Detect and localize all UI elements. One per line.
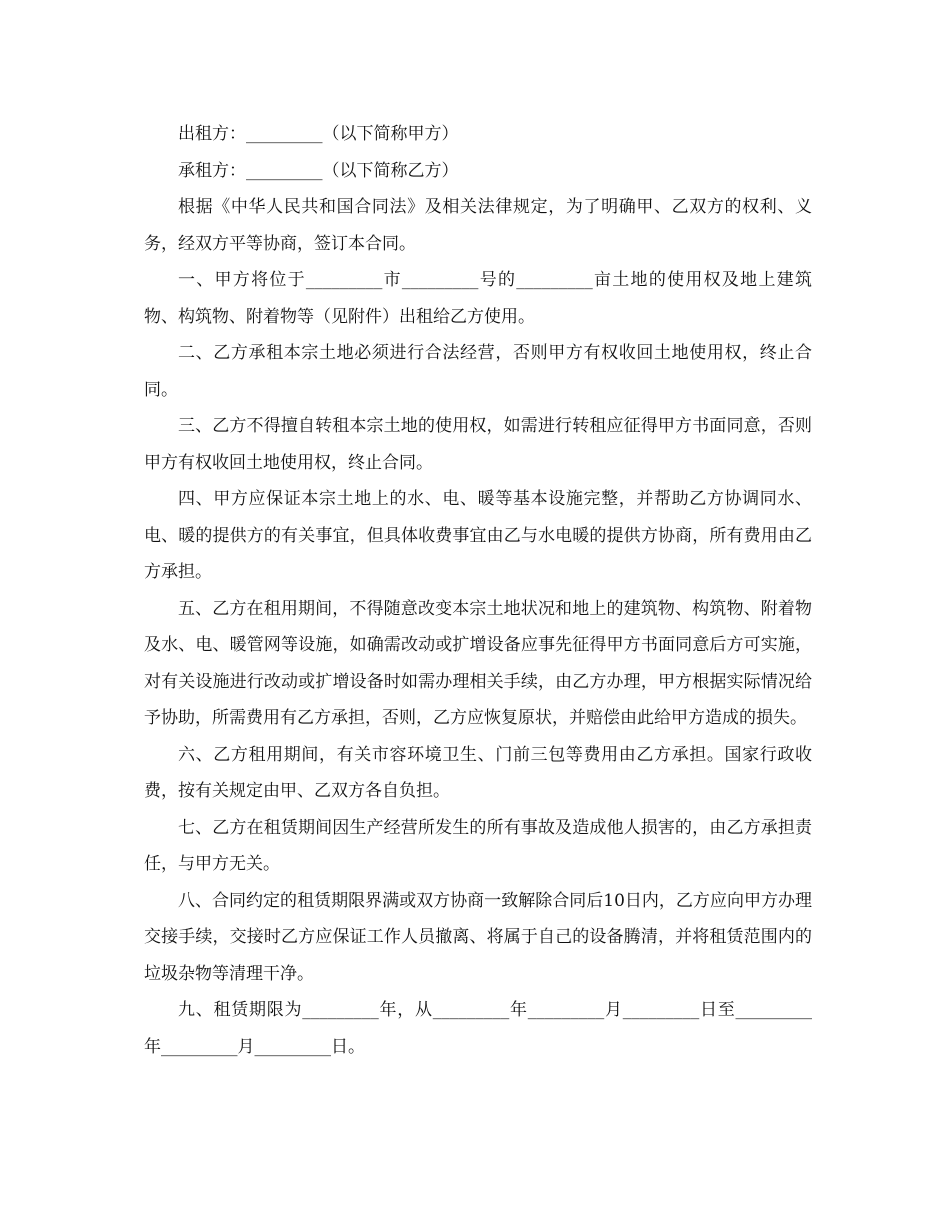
clause-4: 四、甲方应保证本宗土地上的水、电、暖等基本设施完整，并帮助乙方协调同水、电、暖的提供方的有关事宜，但具体收费事宜由乙与水电暖的提供方协商，所有费用由乙方承担。 [144, 489, 812, 582]
contract-body [144, 116, 812, 1065]
lessor-line: 出租方：_________（以下简称甲方） [178, 124, 459, 144]
clause-2: 二、乙方承租本宗土地必须进行合法经营，否则甲方有权收回土地使用权，终止合同。 [144, 343, 812, 400]
clause-9: 九、租赁期限为_________年，从_________年_________月_________日至_________年_________月_________日。 [144, 1000, 812, 1057]
clause-8: 八、合同约定的租赁期限界满或双方协商一致解除合同后10日内，乙方应向甲方办理交接手续，交接时乙方应保证工作人员撤离、将属于自己的设备腾清，并将租赁范围内的垃圾杂物等清理干净。 [144, 890, 812, 984]
clause-1: 一、甲方将位于_________市_________号的_________亩土地的使用权及地上建筑物、构筑物、附着物等（见附件）出租给乙方使用。 [144, 270, 812, 327]
clause-5: 五、乙方在租用期间，不得随意改变本宗土地状况和地上的建筑物、构筑物、附着物及水、电、暖管网等设施，如确需改动或扩增设备应事先征得甲方书面同意后方可实施，对有关设施进行改动或扩增设备时如需办理相关手续，由乙方办理，甲方根据实际情况给予协助，所需费用有乙方承担，否则，乙方应恢复原状，并赔偿由此给甲方造成的损失。 [144, 598, 812, 728]
clause-3: 三、乙方不得擅自转租本宗土地的使用权，如需进行转租应征得甲方书面同意，否则甲方有权收回土地使用权，终止合同。 [144, 416, 812, 473]
lessee-line: 承租方：_________（以下简称乙方） [178, 160, 459, 181]
clause-6: 六、乙方租用期间，有关市容环境卫生、门前三包等费用由乙方承担。国家行政收费，按有关规定由甲、乙双方各自负担。 [144, 744, 812, 801]
clause-7: 七、乙方在租赁期间因生产经营所发生的所有事故及造成他人损害的，由乙方承担责任，与甲方无关。 [144, 817, 812, 874]
preamble-paragraph: 根据《中华人民共和国合同法》及相关法律规定，为了明确甲、乙双方的权利、义务，经双方平等协商，签订本合同。 [144, 197, 812, 254]
